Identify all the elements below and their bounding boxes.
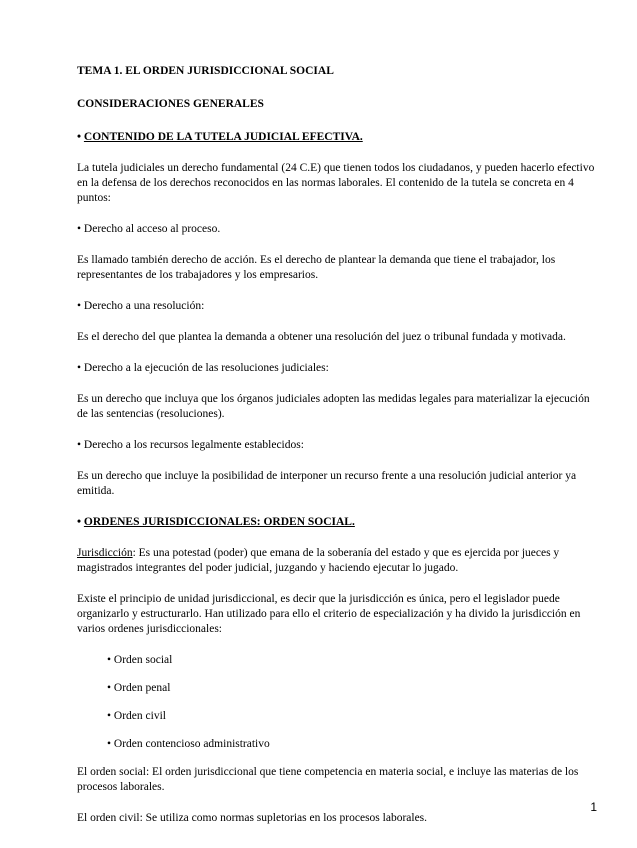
document-subtitle: CONSIDERACIONES GENERALES <box>77 98 264 110</box>
section1-intro: La tutela judiciales un derecho fundamental (24 C.E) que tienen todos los ciudadanos, y pueden hacerlo efectivo en la defensa de los derechos reconocidos en las normas laborales. El contenido de la tutela se concreta en 4 puntos: <box>77 162 595 204</box>
bullet-paragraph: Es un derecho que incluya que los órganos judiciales adopten las medidas legales para materializar la ejecución de las sentencias (resoluciones). <box>77 393 590 420</box>
page-content <box>77 64 597 842</box>
unidad-paragraph: Existe el principio de unidad jurisdiccional, es decir que la jurisdicción es única, pero el legislador puede organizarlo y estructurarlo. Han utilizado para ello el criterio de especialización y ha divido la jurisdicción en varios ordenes jurisdiccionales: <box>77 593 581 635</box>
section2-heading-text: ORDENES JURISDICCIONALES: ORDEN SOCIAL. <box>83 516 355 528</box>
bullet-item: • Derecho a los recursos legalmente establecidos: <box>77 439 304 451</box>
order-label: Orden penal <box>113 682 171 694</box>
list-item: • Orden contencioso administrativo <box>107 738 270 750</box>
bullet-label: Derecho al acceso al proceso. <box>83 223 221 235</box>
document-title: TEMA 1. EL ORDEN JURISDICCIONAL SOCIAL <box>77 65 334 77</box>
list-item: • Orden civil <box>107 710 166 722</box>
jurisdiccion-definition: : Es una potestad (poder) que emana de la soberanía del estado y que es ejercida por jueces y magistrados integrantes del poder judicial, juzgando y haciendo ejecutar lo jugado. <box>77 547 560 574</box>
jurisdiccion-term: Jurisdicción <box>77 547 133 559</box>
order-label: Orden civil <box>113 710 166 722</box>
bullet-item: • Derecho a una resolución: <box>77 300 205 312</box>
bullet-label: Derecho a una resolución: <box>83 300 205 312</box>
bullet-paragraph: Es el derecho del que plantea la demanda a obtener una resolución del juez o tribunal fundada y motivada. <box>77 331 566 343</box>
orden-civil-paragraph: El orden civil: Se utiliza como normas supletorias en los procesos laborales. <box>77 812 428 824</box>
order-label: Orden contencioso administrativo <box>113 738 270 750</box>
list-item: • Orden social <box>107 654 173 666</box>
bullet-label: Derecho a la ejecución de las resoluciones judiciales: <box>83 362 329 374</box>
bullet-item: • Derecho al acceso al proceso. <box>77 223 221 235</box>
section1-heading-text: CONTENIDO DE LA TUTELA JUDICIAL EFECTIVA. <box>83 131 363 143</box>
jurisdiccion-paragraph <box>77 546 597 576</box>
page-number: 1 <box>590 800 597 814</box>
bullet-paragraph: Es un derecho que incluye la posibilidad de interponer un recurso frente a una resolución judicial anterior ya emitida. <box>77 470 577 497</box>
bullet-item: • Derecho a la ejecución de las resoluciones judiciales: <box>77 362 329 374</box>
bullet-label: Derecho a los recursos legalmente establecidos: <box>83 439 304 451</box>
bullet-paragraph: Es llamado también derecho de acción. Es el derecho de plantear la demanda que tiene el trabajador, los representantes de los trabajadores y los empresarios. <box>77 254 556 281</box>
list-item: • Orden penal <box>107 682 171 694</box>
orders-list <box>77 653 597 752</box>
section2-heading: • ORDENES JURISDICCIONALES: ORDEN SOCIAL. <box>77 516 355 528</box>
order-label: Orden social <box>113 654 173 666</box>
section1-heading: • CONTENIDO DE LA TUTELA JUDICIAL EFECTIVA. <box>77 131 363 143</box>
orden-social-paragraph: El orden social: El orden jurisdiccional que tiene competencia en materia social, e incluye las materias de los procesos laborales. <box>77 766 579 793</box>
